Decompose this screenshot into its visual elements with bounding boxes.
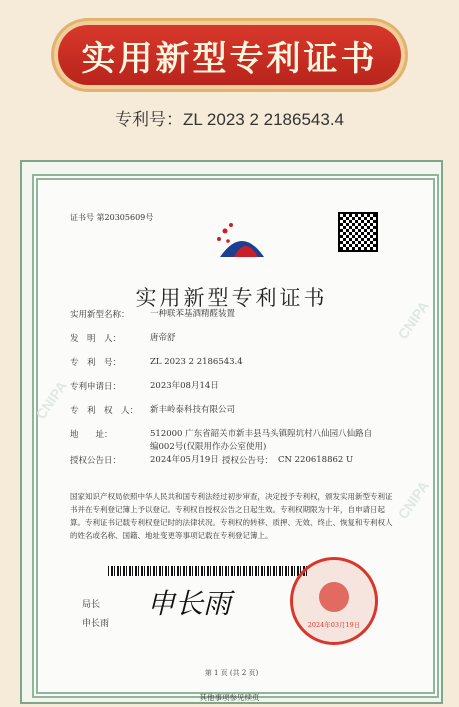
page-count: 第 1 页 (共 2 页) xyxy=(204,669,259,677)
field-application-date: 专利申请日： 2023年08月14日 xyxy=(70,381,219,392)
field-inventor: 发 明 人： 唐帝舒 xyxy=(70,333,176,344)
banner-title: 实用新型专利证书 xyxy=(81,38,378,79)
cnipa-emblem-icon xyxy=(212,217,272,267)
footer-note: 其他事项参见续页 xyxy=(199,693,260,702)
barcode xyxy=(108,566,308,576)
certificate-notice: 国家知识产权局依照中华人民共和国专利法经过初步审查，决定授予专利权，颁发实用新型专利证书并在专利登记簿上予以登记。专利权自授权公告之日起生效。专利权期限为十年，自申请日起算。专利证书记载专利权登记时的法律状况。专利权的转移、质押、无效、终止、恢复和专利权人的姓名或名称、国籍、地址变更等事项记载在专利登记簿上。 xyxy=(70,492,393,540)
field-grant-number: 授权公告号： CN 220618862 U xyxy=(222,455,354,466)
director-name: 申长雨 xyxy=(82,619,110,629)
field-name: 实用新型名称： 一种联苯基酒精醛装置 xyxy=(70,309,236,320)
watermark-text: CNIPA xyxy=(394,477,433,523)
patent-number: 专利号：ZL 2023 2 2186543.4 xyxy=(114,110,344,129)
field-address: 地 址： 512000 广东省韶关市新丰县马头镇隍坑村八仙园八仙路自编002号(仅限用作办公室使用) xyxy=(70,429,373,452)
qr-code xyxy=(338,212,378,252)
seal-date: 2024年03月19日 xyxy=(307,621,361,629)
official-seal xyxy=(290,557,378,645)
field-patentee: 专 利 权 人： 新丰岭泰科技有限公司 xyxy=(70,405,236,416)
director-block xyxy=(82,597,109,629)
national-emblem-icon xyxy=(319,582,349,612)
certificate-frame xyxy=(20,160,443,704)
field-patent-number: 专 利 号： ZL 2023 2 2186543.4 xyxy=(70,357,243,368)
director-signature: 申长雨 xyxy=(147,587,232,620)
certificate-number: 证书号 第20305609号 xyxy=(70,213,154,222)
field-grant-date: 授权公告日： 2024年05月19日 xyxy=(70,455,219,466)
title-banner xyxy=(58,25,401,85)
watermark-text: CNIPA xyxy=(32,377,71,423)
certificate-title: 实用新型专利证书 xyxy=(135,286,328,310)
watermark-text: CNIPA xyxy=(394,297,433,343)
director-title: 局长 xyxy=(82,600,101,610)
